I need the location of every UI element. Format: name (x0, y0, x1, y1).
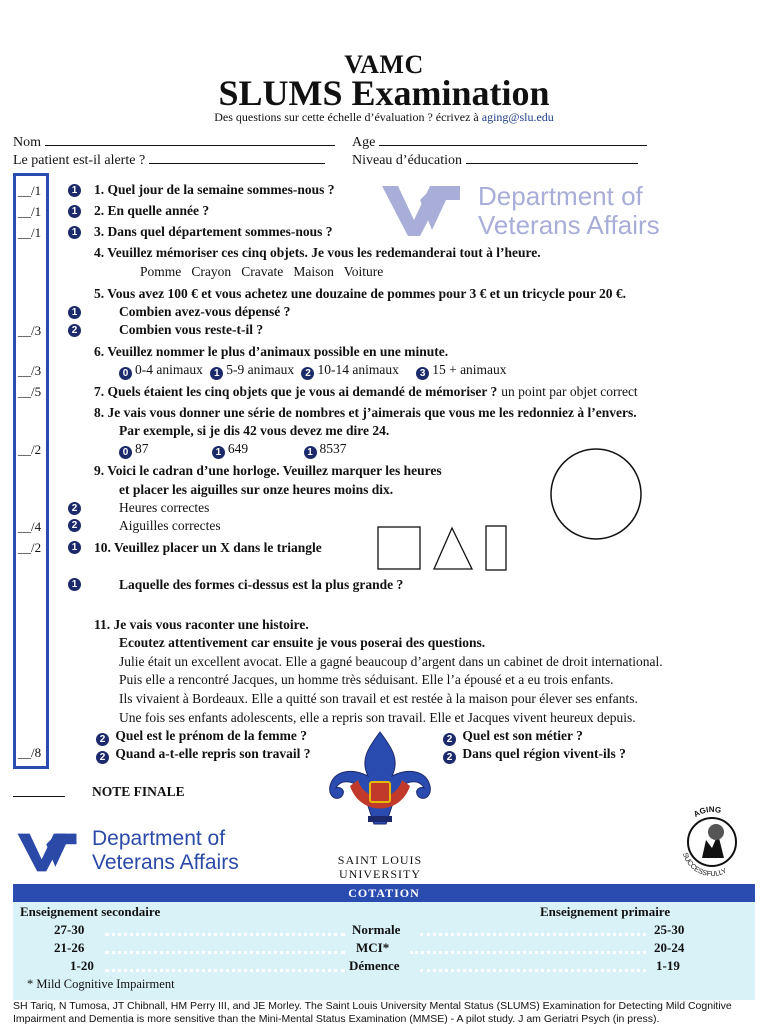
dotted-leader (105, 951, 345, 954)
va-small-line2: Veterans Affairs (92, 851, 239, 874)
question-11-a-text: Quel est le prénom de la femme ? (115, 728, 307, 743)
points-badge[interactable]: 3 (416, 367, 429, 380)
slu-line-1: SAINT LOUIS (337, 853, 423, 867)
score-q8[interactable]: __/2 (18, 442, 42, 457)
question-2: 2. En quelle année ? (94, 203, 210, 218)
question-5: 5. Vous avez 100 € et vous achetez une douzaine de pommes pour 3 € et un tricycle pour 20 €. (94, 286, 626, 301)
email-link[interactable]: aging@slu.edu (481, 110, 554, 124)
dotted-leader (410, 951, 646, 954)
slu-fleur-de-lis-icon (326, 730, 434, 834)
slu-logo-text (330, 853, 430, 881)
field-nom-line[interactable] (45, 133, 335, 146)
va-logo-text (478, 182, 660, 240)
field-age[interactable] (352, 133, 647, 151)
square-shape (378, 527, 420, 569)
cotation-right-value: 1-19 (656, 958, 680, 973)
subtitle (0, 110, 768, 125)
field-education-label: Niveau d’éducation (352, 153, 463, 168)
points-badge[interactable]: 1 (304, 446, 317, 459)
svg-text:AGING (692, 805, 722, 819)
points-badge[interactable]: 2 (443, 751, 456, 764)
q6-option-1: 0-4 animaux (135, 362, 203, 377)
q8-option-1: 87 (135, 441, 149, 456)
va-emblem-icon-small (16, 829, 78, 873)
story-line-2: Puis elle a rencontré Jacques, un homme très séduisant. Elle l’a épousé et a eu trois enfants. (119, 672, 614, 687)
cotation-col-left: Enseignement secondaire (20, 904, 161, 919)
score-q9[interactable]: __/4 (18, 519, 42, 534)
cotation-left-value: 21-26 (54, 940, 85, 955)
field-age-label: Age (352, 135, 376, 150)
cotation-title: COTATION (13, 884, 755, 902)
question-10: 10. Veuillez placer un X dans le triangle (94, 540, 322, 555)
page-title: SLUMS Examination (218, 73, 550, 113)
aging-text-bottom: SUCCESSFULLY (680, 851, 728, 879)
story-line-4: Une fois ses enfants adolescents, elle a repris son travail. Elle et Jacques vivent heureux depuis. (119, 710, 636, 725)
story-line-3: Ils vivaient à Bordeaux. Elle a quitté son travail et est restée à la maison pour élever ses enfants. (119, 691, 638, 706)
points-badge[interactable]: 2 (68, 324, 81, 337)
dotted-leader (105, 969, 345, 972)
va-logo-line2: Veterans Affairs (478, 210, 660, 240)
field-nom[interactable] (13, 133, 335, 151)
cotation-label: MCI* (356, 940, 390, 955)
score-q7[interactable]: __/5 (18, 384, 42, 399)
memory-objects: Pomme Crayon Cravate Maison Voiture (140, 264, 384, 279)
field-alerte-label: Le patient est-il alerte ? (13, 153, 146, 168)
triangle-shape (434, 528, 472, 569)
story-line-1: Julie était un excellent avocat. Elle a gagné beaucoup d’argent dans un cabinet de droit international. (119, 654, 663, 669)
question-7: 7. Quels étaient les cinq objets que je vous ai demandé de mémoriser ? (94, 384, 498, 399)
final-score-line[interactable] (13, 796, 65, 797)
question-11-c (96, 746, 311, 762)
points-badge[interactable]: 1 (212, 446, 225, 459)
question-8: 8. Je vais vous donner une série de nombres et j’aimerais que vous me les redonniez à l’envers. (94, 405, 637, 420)
question-11-a (96, 728, 307, 744)
question-8-example: Par exemple, si je dis 42 vous devez me dire 24. (119, 423, 390, 438)
question-8-options (119, 441, 347, 457)
q6-option-3: 10-14 animaux (317, 362, 399, 377)
slu-line-2: UNIVERSITY (339, 867, 421, 881)
field-alerte[interactable] (13, 151, 325, 169)
points-badge[interactable]: 2 (96, 751, 109, 764)
question-6: 6. Veuillez nommer le plus d’animaux possible en une minute. (94, 344, 449, 359)
score-q3[interactable]: __/1 (18, 225, 42, 240)
points-badge[interactable]: 1 (210, 367, 223, 380)
score-q10[interactable]: __/2 (18, 540, 42, 555)
final-score-label: NOTE FINALE (92, 784, 185, 799)
org-title: VAMC (344, 50, 424, 79)
va-small-line1: Department of (92, 827, 226, 850)
aging-text-top: AGING (691, 804, 722, 819)
cotation-left-value: 1-20 (70, 958, 94, 973)
points-badge[interactable]: 0 (119, 367, 132, 380)
cotation-right-value: 20-24 (654, 940, 685, 955)
points-badge[interactable]: 2 (96, 733, 109, 746)
points-badge[interactable]: 2 (443, 733, 456, 746)
question-3: 3. Dans quel département sommes-nous ? (94, 224, 333, 239)
question-11-b-text: Quel est son métier ? (462, 728, 583, 743)
points-badge[interactable]: 2 (68, 519, 81, 532)
field-nom-label: Nom (13, 135, 41, 150)
points-badge[interactable]: 1 (68, 184, 81, 197)
score-q1[interactable]: __/1 (18, 183, 42, 198)
question-11: 11. Je vais vous raconter une histoire. (94, 617, 309, 632)
q9-option-hours: Heures correctes (119, 500, 210, 515)
cotation-label: Normale (352, 922, 401, 937)
question-11-b (443, 728, 583, 744)
question-11-d (443, 746, 626, 762)
question-7-row (94, 383, 638, 401)
question-5b: Combien vous reste-t-il ? (119, 322, 264, 337)
cotation-right-value: 25-30 (654, 922, 685, 937)
cotation-col-right: Enseignement primaire (540, 904, 671, 919)
question-11-d-text: Dans quel région vivent-ils ? (462, 746, 626, 761)
q9-option-hands: Aiguilles correctes (119, 518, 221, 533)
q8-option-3: 8537 (319, 441, 347, 456)
dotted-leader (420, 969, 646, 972)
question-1: 1. Quel jour de la semaine sommes-nous ? (94, 182, 335, 197)
points-badge[interactable]: 2 (68, 502, 81, 515)
subtitle-text: Des questions sur cette échelle d’évaluation ? écrivez à (214, 110, 482, 124)
points-badge[interactable]: 1 (68, 306, 81, 319)
points-badge[interactable]: 1 (68, 578, 81, 591)
aging-successfully-logo-icon (672, 800, 752, 880)
q6-option-4: 15 + animaux (432, 362, 507, 377)
q6-option-2: 5-9 animaux (226, 362, 295, 377)
question-11-c-text: Quand a-t-elle repris son travail ? (115, 746, 311, 761)
va-emblem-icon (380, 180, 462, 238)
question-11b: Ecoutez attentivement car ensuite je vous poserai des questions. (119, 635, 486, 650)
score-q6[interactable]: __/3 (18, 363, 42, 378)
question-9b: et placer les aiguilles sur onze heures moins dix. (119, 482, 394, 497)
question-9: 9. Voici le cadran d’une horloge. Veuillez marquer les heures (94, 463, 442, 478)
score-q5[interactable]: __/3 (18, 323, 42, 338)
field-education[interactable] (352, 151, 638, 169)
question-7-note: un point par objet correct (501, 384, 638, 399)
va-logo-text-small (92, 827, 239, 875)
points-badge[interactable]: 1 (68, 541, 81, 554)
points-badge[interactable]: 1 (68, 226, 81, 239)
shapes-figure (376, 524, 510, 572)
field-education-line[interactable] (466, 151, 638, 164)
dotted-leader (105, 933, 345, 936)
q8-option-2: 649 (227, 441, 249, 456)
score-q2[interactable]: __/1 (18, 204, 42, 219)
va-logo-line1: Department of (478, 181, 643, 211)
rectangle-shape (486, 526, 506, 570)
question-4: 4. Veuillez mémoriser ces cinq objets. Je vous les redemanderai tout à l’heure. (94, 245, 541, 260)
points-badge[interactable]: 2 (301, 367, 314, 380)
question-10b: Laquelle des formes ci-dessus est la plus grande ? (119, 577, 404, 592)
reference-citation: SH Tariq, N Tumosa, JT Chibnall, HM Perry III, and JE Morley. The Saint Louis University Mental Status (SLUMS) Examination for Detecting Mild Cognitive Impairment and Dementia is more sensitive than the Mini-Mental Status Examination (MMSE) - A pilot study. J am Geriatri Psych (in press). (13, 1000, 732, 1025)
clock-circle[interactable] (548, 446, 644, 542)
dotted-leader (420, 933, 646, 936)
question-5a: Combien avez-vous dépensé ? (119, 304, 291, 319)
score-q11[interactable]: __/8 (18, 745, 42, 760)
field-age-line[interactable] (379, 133, 647, 146)
points-badge[interactable]: 1 (68, 205, 81, 218)
field-alerte-line[interactable] (149, 151, 325, 164)
cotation-left-value: 27-30 (54, 922, 85, 937)
score-column (13, 173, 49, 769)
points-badge[interactable]: 0 (119, 446, 132, 459)
cotation-label: Démence (349, 958, 400, 973)
cotation-footnote: * Mild Cognitive Impairment (27, 977, 175, 991)
question-6-options (119, 362, 507, 378)
